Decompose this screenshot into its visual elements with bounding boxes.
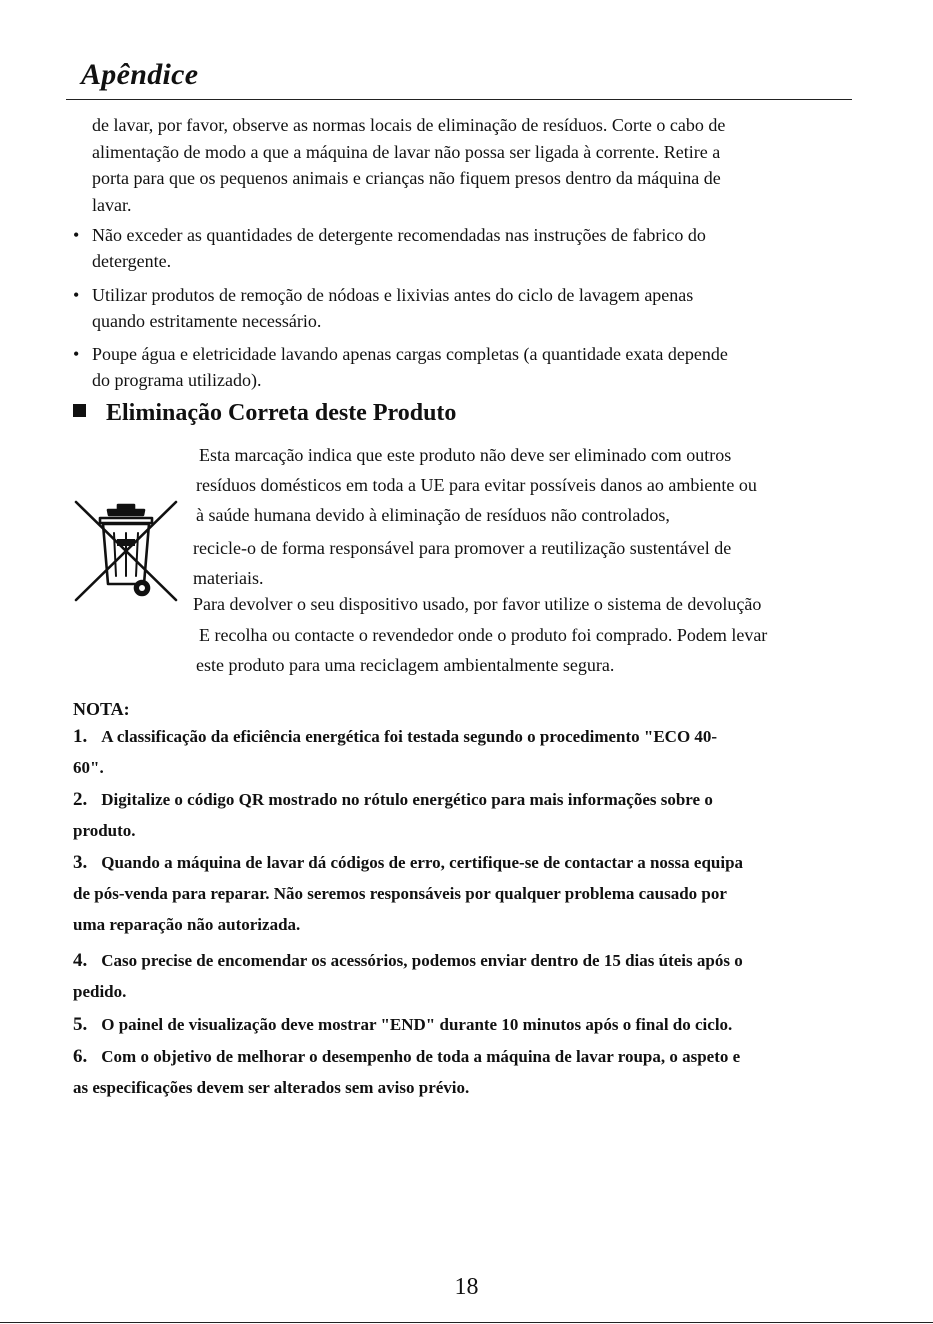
page-number: 18 [454, 1274, 479, 1300]
note-line: de pós-venda para reparar. Não seremos responsáveis por qualquer problema causado por [73, 884, 727, 903]
section-heading-text: Eliminação Correta deste Produto [106, 400, 457, 426]
bullet-line: Poupe água e eletricidade lavando apenas cargas completas (a quantidade exata depende [92, 344, 728, 364]
note-number: 3. [73, 852, 88, 873]
bullet-line: quando estritamente necessário. [92, 311, 322, 331]
bullet-line: Utilizar produtos de remoção de nódoas e lixivias antes do ciclo de lavagem apenas [92, 285, 694, 305]
intro-line: alimentação de modo a que a máquina de lavar não possa ser ligada à corrente. Retire a [92, 141, 721, 162]
bullet-marker: • [73, 285, 80, 305]
note-line: pedido. [73, 982, 127, 1001]
note-line: produto. [73, 821, 136, 840]
note-number: 4. [73, 950, 88, 971]
note-line: Quando a máquina de lavar dá códigos de erro, certifique-se de contactar a nossa equipa [101, 853, 744, 872]
bullet-line: Não exceder as quantidades de detergente recomendadas nas instruções de fabrico do [92, 225, 706, 245]
note-line: uma reparação não autorizada. [73, 915, 301, 934]
nota-label: NOTA: [73, 699, 130, 719]
crossed-out-wheelie-bin-icon [70, 496, 182, 608]
note-line: A classificação da eficiência energética foi testada segundo o procedimento "ECO 40- [101, 727, 718, 746]
weee-line: Esta marcação indica que este produto não deve ser eliminado com outros [199, 445, 732, 465]
weee-line: à saúde humana devido à eliminação de resíduos não controlados, [196, 505, 670, 525]
intro-paragraph [92, 112, 852, 218]
weee-line: E recolha ou contacte o revendedor onde o produto foi comprado. Podem levar [199, 625, 768, 645]
note-item [73, 721, 873, 783]
note-item [73, 847, 873, 940]
note-line: O painel de visualização deve mostrar "END" durante 10 minutos após o final do ciclo. [101, 1015, 733, 1034]
note-line: Com o objetivo de melhorar o desempenho de toda a máquina de lavar roupa, o aspeto e [101, 1047, 741, 1066]
title-divider [66, 99, 852, 100]
note-number: 6. [73, 1046, 88, 1067]
note-item [73, 1041, 873, 1103]
note-number: 5. [73, 1014, 88, 1035]
bullet-line: detergente. [92, 251, 172, 271]
note-item [73, 945, 873, 1007]
bullet-line: do programa utilizado). [92, 370, 262, 390]
note-item [73, 1009, 873, 1040]
bullet-marker: • [73, 225, 80, 245]
note-line: Digitalize o código QR mostrado no rótulo energético para mais informações sobre o [101, 790, 713, 809]
weee-line: recicle-o de forma responsável para promover a reutilização sustentável de [193, 538, 732, 558]
note-number: 1. [73, 726, 88, 747]
note-line: Caso precise de encomendar os acessórios, podemos enviar dentro de 15 dias úteis após o [101, 951, 743, 970]
note-number: 2. [73, 789, 88, 810]
weee-line: materiais. [193, 568, 264, 588]
page-title: Apêndice [81, 58, 199, 91]
intro-line: lavar. [92, 194, 132, 215]
intro-line: porta para que os pequenos animais e crianças não fiquem presos dentro da máquina de [92, 168, 721, 188]
bottom-divider [0, 1322, 933, 1323]
weee-line: este produto para uma reciclagem ambientalmente segura. [196, 655, 615, 675]
note-item [73, 784, 873, 846]
note-line: as especificações devem ser alterados sem aviso prévio. [73, 1078, 470, 1097]
bullet-marker: • [73, 344, 80, 364]
section-heading [73, 400, 456, 427]
square-bullet-icon [73, 404, 86, 417]
weee-line: Para devolver o seu dispositivo usado, por favor utilize o sistema de devolução [193, 594, 762, 614]
note-line: 60". [73, 758, 104, 777]
intro-line: de lavar, por favor, observe as normas locais de eliminação de resíduos. Corte o cabo de [92, 115, 726, 135]
weee-line: resíduos domésticos em toda a UE para evitar possíveis danos ao ambiente ou [196, 475, 757, 495]
